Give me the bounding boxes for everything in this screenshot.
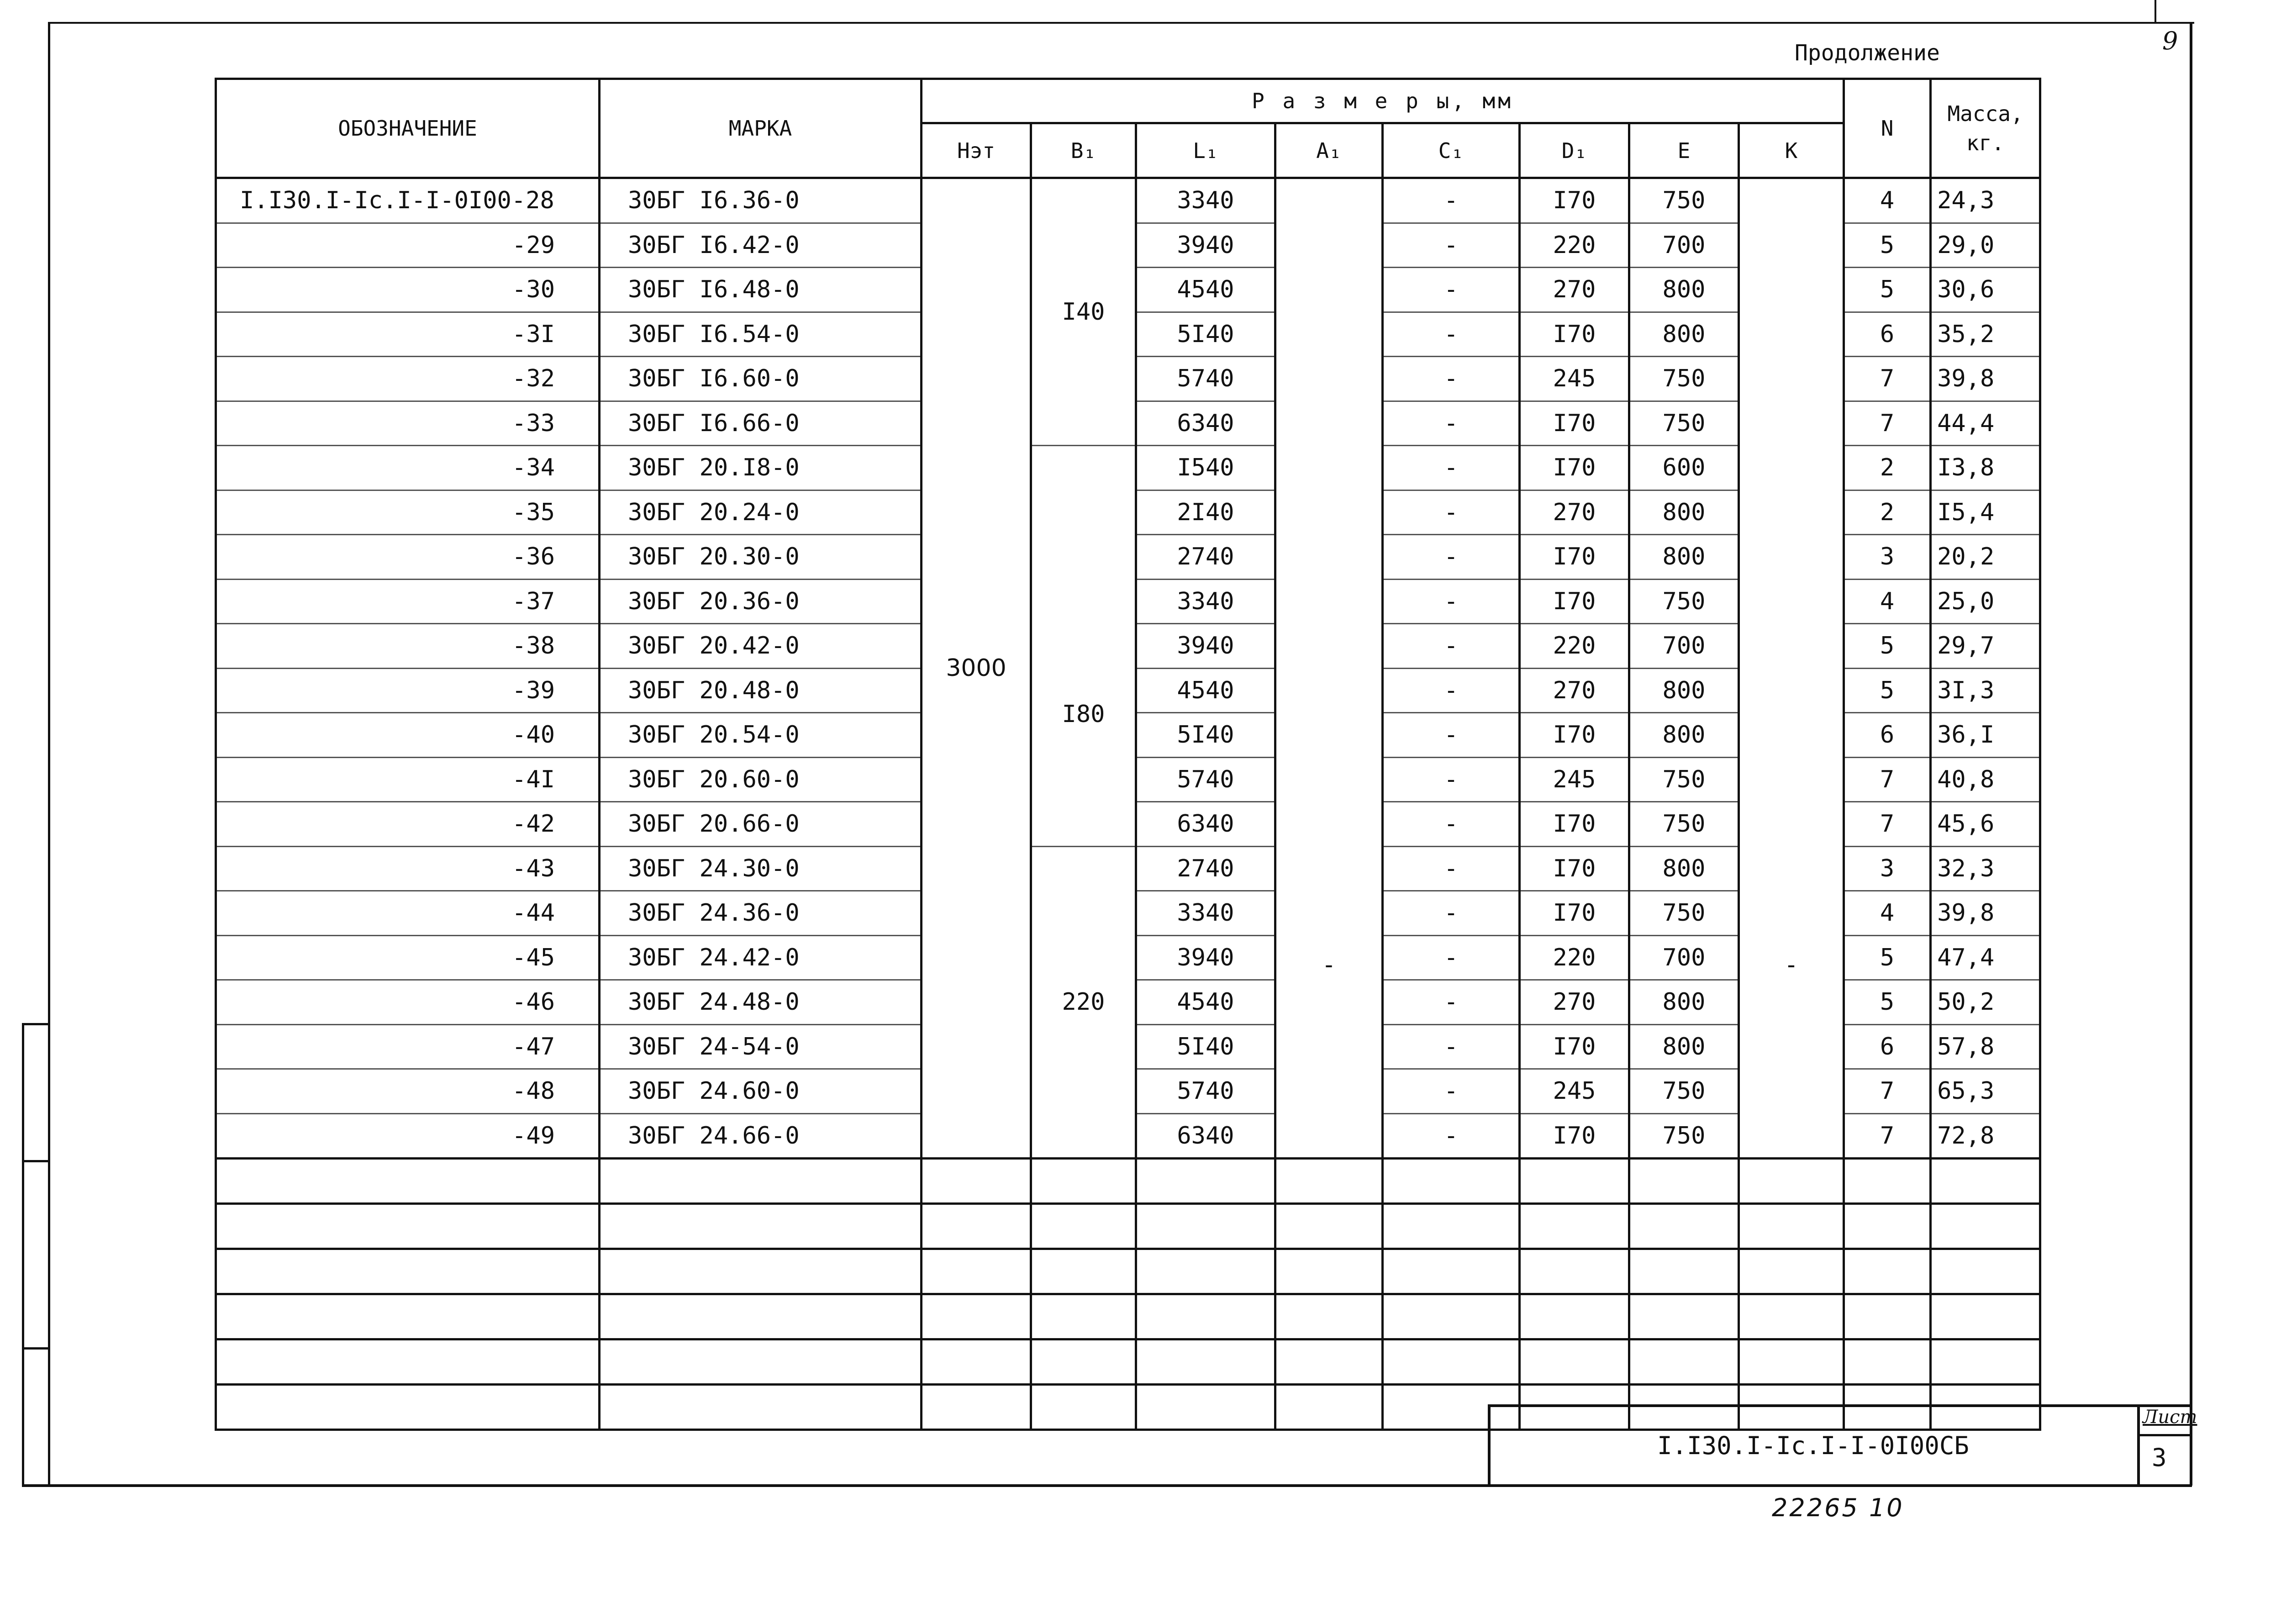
cell-d1: 245 [1520, 357, 1629, 401]
cell-n: 6 [1844, 713, 1931, 758]
cell-designation: -40 [216, 713, 600, 758]
cell-e: 800 [1629, 668, 1739, 713]
cell-e: 800 [1629, 713, 1739, 758]
cell-designation: -29 [216, 223, 600, 268]
cell-designation: -42 [216, 802, 600, 847]
cell-l1: 3940 [1136, 624, 1275, 669]
cell-l1: 6340 [1136, 401, 1275, 446]
cell-c1: - [1383, 312, 1520, 357]
cell-n: 6 [1844, 1024, 1931, 1069]
cell-d1: 270 [1520, 268, 1629, 312]
cell-e: 750 [1629, 802, 1739, 847]
header-c1: С₁ [1383, 123, 1520, 178]
cell-l1: 4540 [1136, 668, 1275, 713]
cell-d1: I70 [1520, 579, 1629, 624]
cell-c1: - [1383, 446, 1520, 490]
cell-mark: 30БГ 20.54-0 [600, 713, 922, 758]
cell-mass: 3I,3 [1931, 668, 2040, 713]
sheet-number: 3 [2152, 1443, 2167, 1472]
blank-row [216, 1204, 2040, 1249]
cell-mark: 30БГ I6.42-0 [600, 223, 922, 268]
cell-n: 7 [1844, 802, 1931, 847]
cell-l1: 5740 [1136, 1069, 1275, 1114]
cell-designation: -34 [216, 446, 600, 490]
cell-n: 4 [1844, 178, 1931, 223]
cell-d1: 270 [1520, 980, 1629, 1025]
cell-e: 600 [1629, 446, 1739, 490]
blank-row [216, 1249, 2040, 1294]
cell-n: 4 [1844, 579, 1931, 624]
title-block-divider [2137, 1404, 2140, 1487]
cell-mark: 30БГ 20.30-0 [600, 535, 922, 580]
cell-c1: - [1383, 1024, 1520, 1069]
cell-designation: -39 [216, 668, 600, 713]
cell-mass: I3,8 [1931, 446, 2040, 490]
header-n: N [1844, 79, 1931, 178]
cell-d1: 245 [1520, 757, 1629, 802]
cell-e: 800 [1629, 1024, 1739, 1069]
cell-designation: -49 [216, 1113, 600, 1159]
cell-c1: - [1383, 713, 1520, 758]
cell-l1: 5740 [1136, 357, 1275, 401]
frame-top-border [48, 22, 2194, 24]
cell-designation: -4I [216, 757, 600, 802]
cell-d1: 220 [1520, 624, 1629, 669]
cell-mark: 30БГ 20.48-0 [600, 668, 922, 713]
cell-mark: 30БГ 24-54-0 [600, 1024, 922, 1069]
cell-mass: 45,6 [1931, 802, 2040, 847]
cell-mass: 29,0 [1931, 223, 2040, 268]
cell-e: 750 [1629, 357, 1739, 401]
inventory-number: 22265 10 [1772, 1493, 1904, 1522]
cell-designation: -48 [216, 1069, 600, 1114]
cell-d1: I70 [1520, 846, 1629, 891]
cell-d1: I70 [1520, 713, 1629, 758]
cell-c1: - [1383, 268, 1520, 312]
binding-margin-tick [22, 1347, 49, 1350]
cell-e: 750 [1629, 891, 1739, 936]
cell-designation: -36 [216, 535, 600, 580]
cell-mark: 30БГ I6.66-0 [600, 401, 922, 446]
cell-b1-group: I40 [1031, 178, 1136, 446]
cell-b1-group: 220 [1031, 846, 1136, 1159]
cell-mark: 30БГ 20.36-0 [600, 579, 922, 624]
cell-mark: 30БГ 24.42-0 [600, 935, 922, 980]
cell-mass: 65,3 [1931, 1069, 2040, 1114]
header-k: К [1739, 123, 1844, 178]
cell-mass: 29,7 [1931, 624, 2040, 669]
cell-l1: 4540 [1136, 268, 1275, 312]
table-row [216, 178, 2040, 223]
cell-e: 750 [1629, 1113, 1739, 1159]
cell-mass: 57,8 [1931, 1024, 2040, 1069]
cell-n: 7 [1844, 401, 1931, 446]
cell-c1: - [1383, 802, 1520, 847]
cell-l1: 3340 [1136, 178, 1275, 223]
cell-e: 800 [1629, 846, 1739, 891]
header-b1: В₁ [1031, 123, 1136, 178]
cell-a1-merged: - [1275, 178, 1383, 1159]
cell-d1: I70 [1520, 312, 1629, 357]
cell-d1: I70 [1520, 178, 1629, 223]
cell-n: 5 [1844, 624, 1931, 669]
cell-c1: - [1383, 178, 1520, 223]
cell-mass: 39,8 [1931, 357, 2040, 401]
cell-mark: 30БГ 24.66-0 [600, 1113, 922, 1159]
cell-e: 800 [1629, 980, 1739, 1025]
cell-l1: 6340 [1136, 1113, 1275, 1159]
cell-l1: 3340 [1136, 891, 1275, 936]
frame-right-border [2190, 22, 2192, 1486]
cell-d1: I70 [1520, 1113, 1629, 1159]
cell-designation: -44 [216, 891, 600, 936]
cell-c1: - [1383, 980, 1520, 1025]
cell-e: 750 [1629, 401, 1739, 446]
blank-row [216, 1294, 2040, 1339]
cell-c1: - [1383, 401, 1520, 446]
cell-designation: -32 [216, 357, 600, 401]
cell-mass: 47,4 [1931, 935, 2040, 980]
cell-l1: 2I40 [1136, 490, 1275, 535]
cell-c1: - [1383, 1069, 1520, 1114]
cell-l1: 5I40 [1136, 1024, 1275, 1069]
header-mark: МАРКА [600, 79, 922, 178]
cell-b1-group: I80 [1031, 446, 1136, 847]
cell-designation: I.I30.I-Ic.I-I-0I00-28 [216, 178, 600, 223]
sheet-label-divider [2140, 1434, 2191, 1436]
cell-mark: 30БГ I6.36-0 [600, 178, 922, 223]
cell-e: 800 [1629, 490, 1739, 535]
cell-mass: 30,6 [1931, 268, 2040, 312]
document-code: I.I30.I-Ic.I-I-0I00СБ [1657, 1431, 1969, 1460]
cell-mass: I5,4 [1931, 490, 2040, 535]
cell-mark: 30БГ 20.66-0 [600, 802, 922, 847]
cell-l1: 5740 [1136, 757, 1275, 802]
cell-d1: 270 [1520, 490, 1629, 535]
cell-mass: 24,3 [1931, 178, 2040, 223]
cell-mark: 30БГ 20.60-0 [600, 757, 922, 802]
cell-mass: 50,2 [1931, 980, 2040, 1025]
cell-k-merged: - [1739, 178, 1844, 1159]
cell-c1: - [1383, 223, 1520, 268]
header-h-et: Нэт [922, 123, 1031, 178]
cell-designation: -46 [216, 980, 600, 1025]
header-dimensions: Р а з м е р ы, мм [922, 79, 1844, 123]
continuation-label: Продолжение [1795, 40, 1940, 66]
header-designation: ОБОЗНАЧЕНИЕ [216, 79, 600, 178]
cell-l1: 3940 [1136, 935, 1275, 980]
cell-d1: 220 [1520, 223, 1629, 268]
frame-corner-mark [2155, 0, 2156, 22]
blank-row [216, 1339, 2040, 1385]
cell-e: 750 [1629, 178, 1739, 223]
cell-c1: - [1383, 490, 1520, 535]
cell-designation: -38 [216, 624, 600, 669]
binding-margin-tick [22, 1023, 49, 1025]
cell-designation: -45 [216, 935, 600, 980]
cell-mark: 30БГ 24.30-0 [600, 846, 922, 891]
cell-l1: 2740 [1136, 535, 1275, 580]
cell-mass: 36,I [1931, 713, 2040, 758]
cell-mass: 32,3 [1931, 846, 2040, 891]
binding-margin-tick [22, 1160, 49, 1162]
cell-d1: I70 [1520, 891, 1629, 936]
header-e: Е [1629, 123, 1739, 178]
cell-l1: 3940 [1136, 223, 1275, 268]
cell-n: 5 [1844, 268, 1931, 312]
cell-mark: 30БГ I6.48-0 [600, 268, 922, 312]
cell-mark: 30БГ I6.54-0 [600, 312, 922, 357]
cell-e: 700 [1629, 624, 1739, 669]
cell-n: 5 [1844, 935, 1931, 980]
cell-l1: 3340 [1136, 579, 1275, 624]
cell-n: 2 [1844, 446, 1931, 490]
cell-mass: 25,0 [1931, 579, 2040, 624]
cell-n: 3 [1844, 846, 1931, 891]
cell-l1: 6340 [1136, 802, 1275, 847]
cell-n: 7 [1844, 357, 1931, 401]
cell-e: 800 [1629, 312, 1739, 357]
cell-n: 5 [1844, 980, 1931, 1025]
cell-l1: 5I40 [1136, 312, 1275, 357]
cell-c1: - [1383, 668, 1520, 713]
cell-mass: 20,2 [1931, 535, 2040, 580]
cell-d1: I70 [1520, 401, 1629, 446]
cell-c1: - [1383, 1113, 1520, 1159]
cell-c1: - [1383, 891, 1520, 936]
cell-l1: 4540 [1136, 980, 1275, 1025]
cell-e: 750 [1629, 757, 1739, 802]
cell-l1: 5I40 [1136, 713, 1275, 758]
cell-d1: 245 [1520, 1069, 1629, 1114]
cell-e: 800 [1629, 535, 1739, 580]
cell-mark: 30БГ 24.48-0 [600, 980, 922, 1025]
cell-n: 7 [1844, 1069, 1931, 1114]
cell-mark: 30БГ 20.42-0 [600, 624, 922, 669]
cell-n: 4 [1844, 891, 1931, 936]
cell-n: 3 [1844, 535, 1931, 580]
cell-mark: 30БГ I6.60-0 [600, 357, 922, 401]
cell-mark: 30БГ 24.36-0 [600, 891, 922, 936]
cell-e: 800 [1629, 268, 1739, 312]
cell-designation: -33 [216, 401, 600, 446]
cell-mass: 39,8 [1931, 891, 2040, 936]
cell-designation: -43 [216, 846, 600, 891]
cell-e: 700 [1629, 935, 1739, 980]
cell-designation: -30 [216, 268, 600, 312]
blank-row [216, 1159, 2040, 1204]
cell-l1: I540 [1136, 446, 1275, 490]
cell-n: 2 [1844, 490, 1931, 535]
cell-n: 6 [1844, 312, 1931, 357]
cell-e: 700 [1629, 223, 1739, 268]
cell-e: 750 [1629, 1069, 1739, 1114]
cell-d1: I70 [1520, 1024, 1629, 1069]
cell-n: 5 [1844, 668, 1931, 713]
cell-c1: - [1383, 357, 1520, 401]
cell-mark: 30БГ 20.I8-0 [600, 446, 922, 490]
header-a1: А₁ [1275, 123, 1383, 178]
cell-e: 750 [1629, 579, 1739, 624]
cell-d1: 270 [1520, 668, 1629, 713]
sheet-label: Лист [2143, 1407, 2197, 1428]
cell-d1: I70 [1520, 535, 1629, 580]
cell-c1: - [1383, 579, 1520, 624]
cell-c1: - [1383, 846, 1520, 891]
cell-mass: 72,8 [1931, 1113, 2040, 1159]
page-number: 9 [2162, 26, 2178, 55]
cell-c1: - [1383, 535, 1520, 580]
frame-left-border [48, 22, 50, 1486]
cell-d1: I70 [1520, 802, 1629, 847]
cell-mass: 40,8 [1931, 757, 2040, 802]
cell-d1: I70 [1520, 446, 1629, 490]
cell-designation: -35 [216, 490, 600, 535]
cell-mark: 30БГ 20.24-0 [600, 490, 922, 535]
cell-n: 7 [1844, 757, 1931, 802]
cell-h-et-merged: 3000 [922, 178, 1031, 1159]
cell-designation: -37 [216, 579, 600, 624]
specification-table [215, 78, 2041, 1431]
header-d1: D₁ [1520, 123, 1629, 178]
cell-designation: -47 [216, 1024, 600, 1069]
cell-designation: -3I [216, 312, 600, 357]
cell-d1: 220 [1520, 935, 1629, 980]
cell-c1: - [1383, 757, 1520, 802]
cell-mass: 44,4 [1931, 401, 2040, 446]
cell-c1: - [1383, 935, 1520, 980]
cell-l1: 2740 [1136, 846, 1275, 891]
header-l1: L₁ [1136, 123, 1275, 178]
cell-mass: 35,2 [1931, 312, 2040, 357]
cell-c1: - [1383, 624, 1520, 669]
cell-n: 7 [1844, 1113, 1931, 1159]
header-mass: Масса, кг. [1931, 79, 2040, 178]
binding-margin-line [22, 1023, 24, 1487]
cell-mark: 30БГ 24.60-0 [600, 1069, 922, 1114]
cell-n: 5 [1844, 223, 1931, 268]
